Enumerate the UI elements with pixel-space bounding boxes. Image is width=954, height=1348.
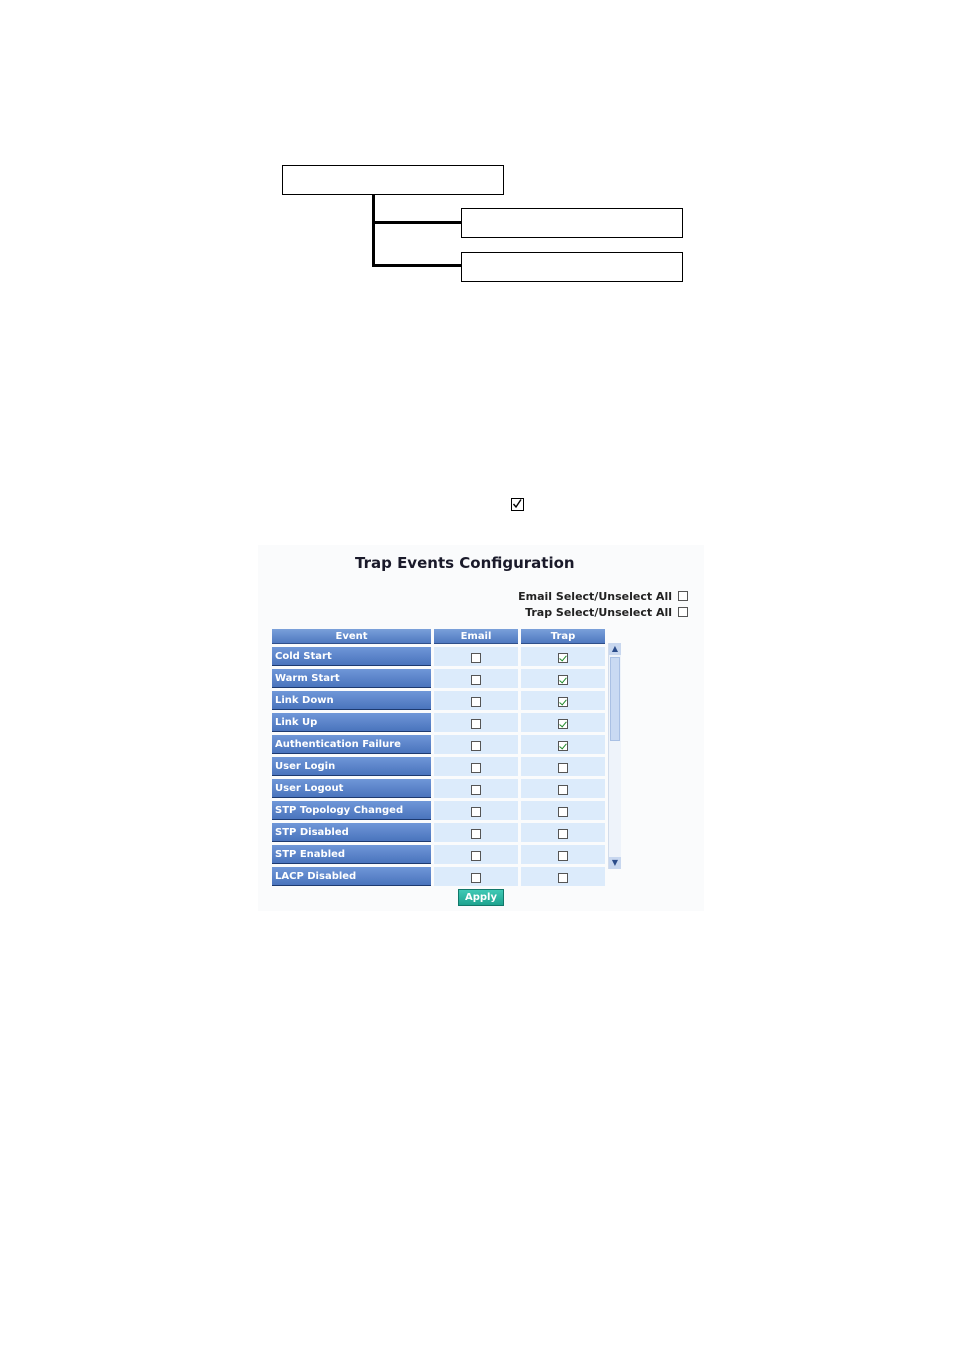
table-row [272,801,605,820]
email-checkbox[interactable] [471,829,481,839]
event-name: LACP Disabled [272,867,431,886]
event-name: STP Enabled [272,845,431,864]
trap-checkbox[interactable] [558,851,568,861]
trap-cell [521,691,605,710]
trap-cell [521,867,605,886]
table-row [272,735,605,754]
event-name: Link Up [272,713,431,732]
trap-checkbox[interactable] [558,873,568,883]
email-cell [434,801,518,820]
trap-cell [521,713,605,732]
events-table-viewport [272,629,608,882]
trap-cell [521,801,605,820]
tree-child-box-1 [461,208,683,238]
column-header-email: Email [434,629,518,644]
table-row [272,823,605,842]
table-row [272,867,605,886]
tree-root-box [282,165,504,195]
event-name: STP Disabled [272,823,431,842]
event-name: User Login [272,757,431,776]
table-row [272,845,605,864]
trap-checkbox[interactable] [558,741,568,751]
apply-button[interactable]: Apply [458,889,504,906]
table-row [272,713,605,732]
event-name: Authentication Failure [272,735,431,754]
email-checkbox[interactable] [471,719,481,729]
tree-connector-branch-2 [372,264,462,267]
email-checkbox[interactable] [471,697,481,707]
event-name: Cold Start [272,647,431,666]
email-cell [434,757,518,776]
table-row [272,647,605,666]
trap-checkbox[interactable] [558,829,568,839]
trap-select-all-checkbox[interactable] [678,607,688,617]
email-cell [434,735,518,754]
email-cell [434,867,518,886]
email-cell [434,647,518,666]
trap-checkbox[interactable] [558,785,568,795]
email-checkbox[interactable] [471,675,481,685]
table-row [272,779,605,798]
email-cell [434,669,518,688]
email-checkbox[interactable] [471,763,481,773]
table-row [272,669,605,688]
email-checkbox[interactable] [471,873,481,883]
email-checkbox[interactable] [471,851,481,861]
scrollbar-thumb[interactable] [610,657,620,741]
tree-connector-branch-1 [372,221,462,224]
table-row [272,757,605,776]
email-select-all-checkbox[interactable] [678,591,688,601]
trap-checkbox[interactable] [558,675,568,685]
trap-cell [521,669,605,688]
chevron-down-icon[interactable]: ▼ [609,857,621,869]
email-cell [434,823,518,842]
trap-cell [521,757,605,776]
event-name: User Logout [272,779,431,798]
email-cell [434,713,518,732]
column-header-event: Event [272,629,431,644]
page-title: Trap Events Configuration [355,554,575,572]
trap-select-all-row [525,605,688,619]
trap-cell [521,823,605,842]
trap-select-all-label: Trap Select/Unselect All [525,605,672,619]
email-cell [434,779,518,798]
checkbox-checked-icon [511,498,524,511]
trap-cell [521,735,605,754]
trap-checkbox[interactable] [558,697,568,707]
email-checkbox[interactable] [471,785,481,795]
trap-cell [521,647,605,666]
event-name: Warm Start [272,669,431,688]
table-header-row [272,629,605,644]
tree-connector-vertical [372,195,375,266]
email-checkbox[interactable] [471,741,481,751]
event-name: STP Topology Changed [272,801,431,820]
trap-events-panel [258,545,704,911]
events-table [269,626,608,889]
tree-child-box-2 [461,252,683,282]
trap-checkbox[interactable] [558,807,568,817]
email-checkbox[interactable] [471,653,481,663]
trap-cell [521,845,605,864]
email-checkbox[interactable] [471,807,481,817]
trap-checkbox[interactable] [558,763,568,773]
chevron-up-icon[interactable]: ▲ [609,643,621,655]
trap-cell [521,779,605,798]
email-select-all-row [518,589,688,603]
table-scrollbar[interactable] [608,643,621,869]
event-name: Link Down [272,691,431,710]
table-row [272,691,605,710]
column-header-trap: Trap [521,629,605,644]
email-cell [434,845,518,864]
trap-checkbox[interactable] [558,653,568,663]
email-select-all-label: Email Select/Unselect All [518,589,672,603]
trap-checkbox[interactable] [558,719,568,729]
email-cell [434,691,518,710]
